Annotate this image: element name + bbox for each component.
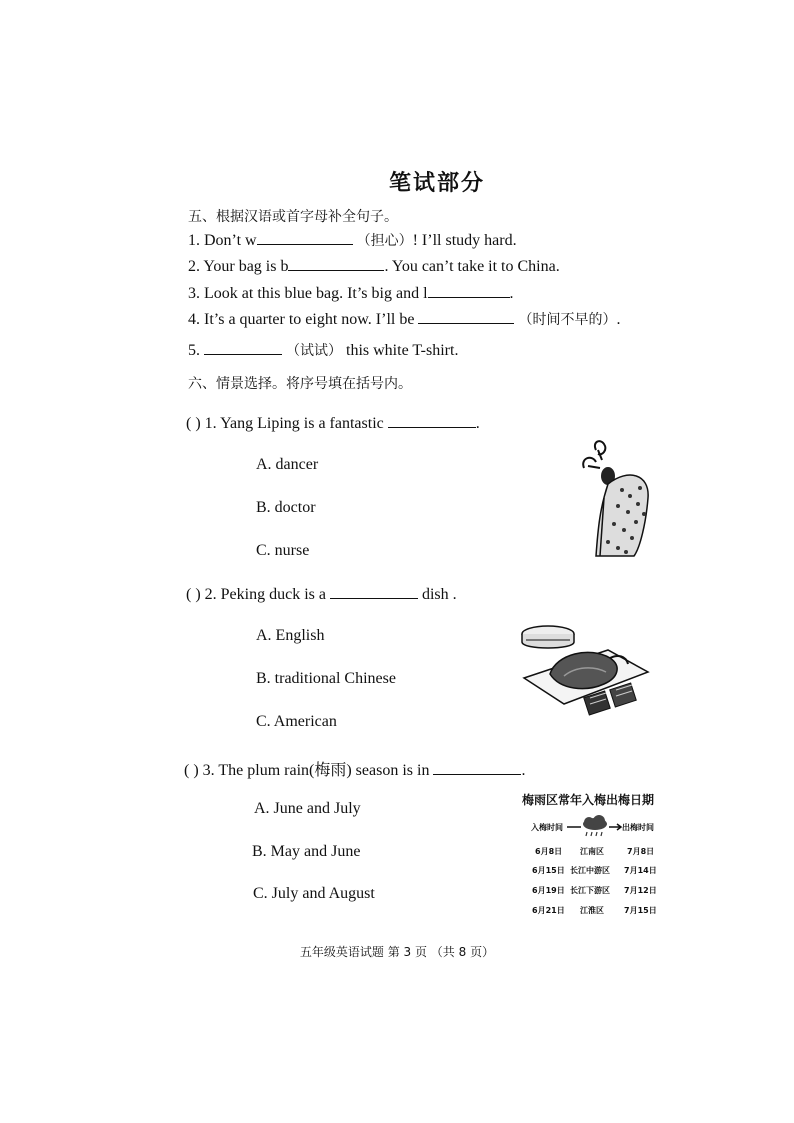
section-6-heading: 六、情景选择。将序号填在括号内。 [188, 376, 412, 392]
question-5-2: 2. Your bag is b . You can’t take it to China. [188, 258, 560, 275]
table-cell: 6月15日 [532, 866, 565, 875]
question-5-5: 5. （试试） this white T-shirt. [188, 342, 459, 359]
question-5-1: 1. Don’t w （担心）! I’ll study hard. [188, 232, 517, 249]
table-cell: 7月14日 [624, 866, 657, 875]
answer-parenthesis[interactable]: ( ) [186, 586, 201, 603]
option-a: A. June and July [254, 800, 361, 817]
answer-blank [330, 584, 418, 599]
question-6-3: ( ) 3. The plum rain(梅雨) season is in . [184, 762, 526, 779]
table-cell: 江淮区 [580, 906, 604, 915]
answer-blank [388, 413, 476, 428]
table-cell: 6月19日 [532, 886, 565, 895]
answer-blank[interactable] [418, 309, 514, 324]
option-b: B. doctor [256, 499, 316, 516]
end-date-label: 出梅时间 [622, 823, 654, 832]
table-cell: 6月8日 [535, 847, 563, 856]
peking-duck-illustration [520, 620, 650, 718]
answer-blank[interactable] [428, 283, 510, 298]
question-5-4: 4. It’s a quarter to eight now. I’ll be （时间不早的）. [188, 311, 621, 328]
page-footer: 五年级英语试题 第 3 页 （共 8 页） [299, 945, 495, 959]
table-cell: 长江中游区 [570, 866, 610, 875]
question-6-1: ( ) 1. Yang Liping is a fantastic . [186, 415, 480, 432]
answer-blank [433, 760, 521, 775]
question-6-2: ( ) 2. Peking duck is a dish . [186, 586, 457, 603]
table-cell: 6月21日 [532, 906, 565, 915]
option-c: C. American [256, 713, 337, 730]
answer-parenthesis[interactable]: ( ) [184, 762, 199, 779]
answer-blank[interactable] [257, 230, 353, 245]
page-title: 笔试部分 [388, 171, 485, 196]
table-cell: 7月15日 [624, 906, 657, 915]
section-5-heading: 五、根据汉语或首字母补全句子。 [188, 209, 398, 225]
plum-rain-table-title: 梅雨区常年入梅出梅日期 [522, 793, 655, 807]
option-a: A. English [256, 627, 325, 644]
dancer-illustration [578, 438, 658, 558]
option-a: A. dancer [256, 456, 319, 473]
table-cell: 长江下游区 [570, 886, 610, 895]
option-b: B. traditional Chinese [256, 670, 396, 687]
option-c: C. July and August [253, 885, 375, 902]
table-cell: 7月12日 [624, 886, 657, 895]
rain-cloud-icon [567, 815, 623, 839]
option-b: B. May and June [252, 843, 361, 860]
answer-blank[interactable] [204, 340, 282, 355]
start-date-label: 入梅时间 [531, 823, 563, 832]
answer-blank[interactable] [288, 256, 384, 271]
table-cell: 7月8日 [627, 847, 655, 856]
question-5-3: 3. Look at this blue bag. It’s big and l . [188, 285, 514, 302]
answer-parenthesis[interactable]: ( ) [186, 415, 201, 432]
table-cell: 江南区 [580, 847, 604, 856]
option-c: C. nurse [256, 542, 310, 559]
